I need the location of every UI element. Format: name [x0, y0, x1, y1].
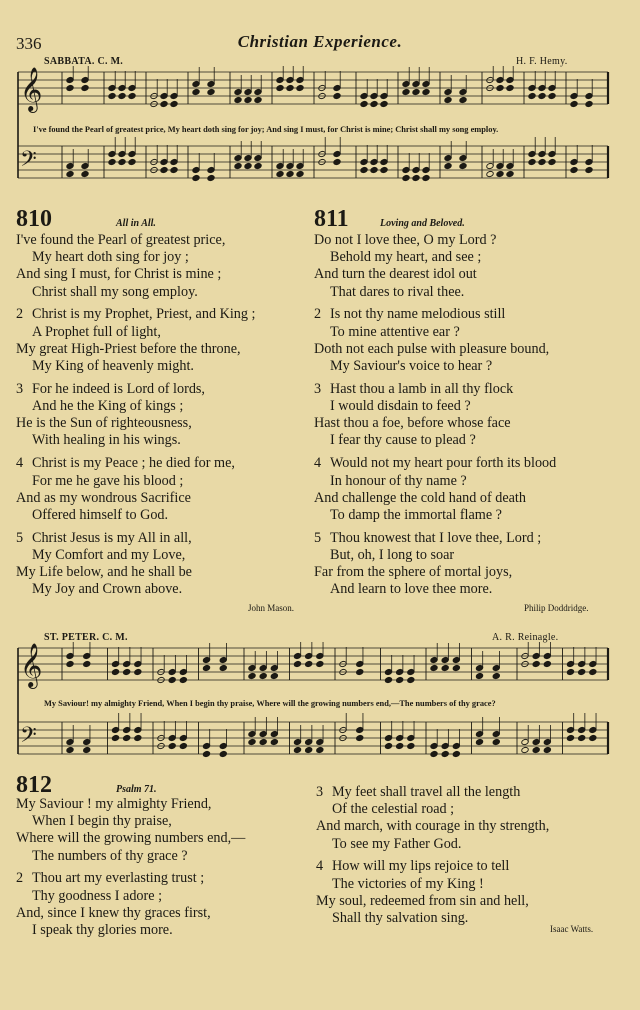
verse-line: 3 For he indeed is Lord of lords,: [16, 380, 205, 397]
verse-line: I fear thy cause to plead ?: [330, 432, 476, 449]
verse-line: My King of heavenly might.: [32, 358, 194, 374]
stanza: [314, 530, 556, 599]
verse-line: To see my Father God.: [332, 835, 462, 852]
stanza: [314, 306, 556, 375]
verse-line: Where will the growing numbers end,—: [16, 830, 246, 847]
verse-line: And challenge the cold hand of death: [314, 489, 526, 506]
verse-line: But, oh, I long to soar: [330, 546, 455, 563]
hymn-author-811: Philip Doddridge.: [524, 603, 589, 613]
stanza: [16, 455, 255, 524]
running-head: Christian Experience.: [237, 32, 403, 51]
hymn-number-811: 811: [314, 206, 349, 232]
stanza-number: 2: [314, 306, 322, 323]
tune-name-st-peter: ST. PETER. C. M.: [44, 632, 128, 643]
hymn-title-811: Loving and Beloved.: [380, 218, 465, 229]
verse-line: 3 Hast thou a lamb in all thy flock: [314, 380, 514, 397]
verse-line: 4 How will my lips rejoice to tell: [316, 858, 510, 875]
verse-line: My Comfort and my Love,: [32, 546, 186, 563]
verse-line: When I begin thy praise,: [32, 813, 172, 830]
stanza-number: 3: [16, 380, 24, 397]
verse-line: Thy goodness I adore ;: [32, 887, 163, 904]
verse-line: 2 Thou art my everlasting trust ;: [16, 870, 205, 887]
music-score-st-peter: [16, 642, 612, 778]
verse-line: My Saviour's voice to hear ?: [330, 358, 493, 374]
stanza: [16, 306, 255, 375]
verse-line: And, since I knew thy graces first,: [16, 904, 211, 921]
verse-line: And march, with courage in thy strength,: [316, 818, 550, 835]
verse-line: 3 My feet shall travel all the length: [316, 784, 521, 800]
hymn-number-810: 810: [16, 206, 52, 232]
bass-clef-icon: 𝄢: [20, 147, 37, 177]
stanza-number: 2: [16, 870, 24, 887]
stanza: [16, 381, 255, 450]
verse-line: Hast thou a foe, before whose face: [314, 415, 511, 432]
hymn-title-810: All in All.: [116, 218, 156, 229]
verse-line: To mine attentive ear ?: [330, 323, 460, 340]
hymn-812-text-right: [316, 784, 549, 927]
verse-line: Christ shall my song employ.: [32, 283, 198, 300]
verse-line: Of the celestial road ;: [332, 801, 455, 818]
verse-line: My soul, redeemed from sin and hell,: [316, 892, 529, 909]
verse-line: Behold my heart, and see ;: [330, 249, 482, 266]
bass-clef-icon: 𝄢: [20, 723, 37, 753]
verse-line: And learn to love thee more.: [330, 581, 493, 598]
stanza: [314, 381, 556, 450]
stanza: [314, 232, 556, 301]
verse-line: Do not I love thee, O my Lord ?: [314, 232, 497, 248]
hymn-title-812: Psalm 71.: [116, 784, 157, 795]
verse-line: To damp the immortal flame ?: [330, 506, 502, 523]
stanza-number: 2: [16, 306, 24, 323]
verse-line: For me he gave his blood ;: [32, 472, 184, 489]
stanza: [16, 870, 245, 939]
verse-line: I would disdain to feed ?: [330, 398, 471, 415]
verse-line: And as my wondrous Sacrifice: [16, 489, 191, 506]
treble-clef-icon: 𝄞: [20, 67, 43, 111]
stanza-number: 3: [314, 380, 322, 397]
stanza-number: 4: [16, 455, 24, 472]
verse-line: 4 Christ is my Peace ; he died for me,: [16, 455, 235, 472]
verse-line: 4 Would not my heart pour forth its blood: [314, 455, 557, 472]
verse-line: 2 Is not thy name melodious still: [314, 306, 506, 323]
verse-line: My Joy and Crown above.: [32, 581, 183, 598]
verse-line: In honour of thy name ?: [330, 472, 467, 489]
music-score-sabbata: [16, 66, 612, 202]
stanza: [316, 784, 549, 853]
hymn-author-812: Isaac Watts.: [550, 924, 594, 934]
verse-line: My Saviour ! my almighty Friend,: [16, 796, 212, 812]
stanza-number: 4: [314, 455, 322, 472]
verse-line: 2 Christ is my Prophet, Priest, and King ;: [16, 306, 256, 323]
verse-line: With healing in his wings.: [32, 432, 181, 449]
tune-underlay-st-peter: My Saviour! my almighty Friend, When I begin thy praise, Where will the growing numbers end,—The numbers of thy grace?: [44, 699, 496, 708]
verse-line: And turn the dearest idol out: [314, 266, 477, 283]
stanza: [16, 232, 255, 301]
tune-underlay-sabbata: I've found the Pearl of greatest price, My heart doth sing for joy; And sing I must, for Christ is mine; Christ shall my song employ.: [33, 125, 499, 134]
verse-line: A Prophet full of light,: [32, 323, 161, 340]
tune-composer-hemy: H. F. Hemy.: [516, 56, 568, 67]
stanza: [16, 530, 255, 599]
verse-line: And he the King of kings ;: [32, 398, 184, 415]
verse-line: Shall thy salvation sing.: [332, 910, 469, 926]
verse-line: That dares to rival thee.: [330, 283, 465, 300]
hymn-number-812: 812: [16, 772, 52, 798]
verse-line: 5 Christ Jesus is my All in all,: [16, 529, 192, 546]
page-number: 336: [16, 34, 42, 53]
verse-line: Doth not each pulse with pleasure bound,: [314, 340, 550, 357]
verse-line: My Life below, and he shall be: [16, 564, 192, 581]
verse-line: And sing I must, for Christ is mine ;: [16, 266, 222, 283]
verse-line: The numbers of thy grace ?: [32, 847, 188, 864]
verse-line: Far from the sphere of mortal joys,: [314, 564, 513, 581]
hymn-812-text-left: [16, 796, 245, 939]
stanza-number: 5: [314, 529, 322, 546]
stanza-number: 3: [316, 784, 324, 800]
stanza: [314, 455, 556, 524]
hymn-810-text: [16, 232, 255, 599]
treble-clef-icon: 𝄞: [20, 643, 43, 687]
stanza-number: 4: [316, 858, 324, 875]
verse-line: The victories of my King !: [332, 875, 484, 892]
stanza: [16, 796, 245, 865]
hymn-811-text: [314, 232, 556, 599]
verse-line: He is the Sun of righteousness,: [16, 415, 192, 432]
tune-name-sabbata: SABBATA. C. M.: [44, 56, 124, 67]
tune-composer-reinagle: A. R. Reinagle.: [492, 632, 559, 643]
verse-line: I speak thy glories more.: [32, 922, 173, 938]
stanza-number: 5: [16, 529, 24, 546]
verse-line: I've found the Pearl of greatest price,: [16, 232, 226, 248]
stanza: [316, 858, 549, 927]
verse-line: Offered himself to God.: [32, 506, 169, 523]
hymn-author-810: John Mason.: [248, 603, 295, 613]
verse-line: My heart doth sing for joy ;: [32, 249, 189, 266]
verse-line: My great High-Priest before the throne,: [16, 340, 241, 357]
verse-line: 5 Thou knowest that I love thee, Lord ;: [314, 529, 542, 546]
